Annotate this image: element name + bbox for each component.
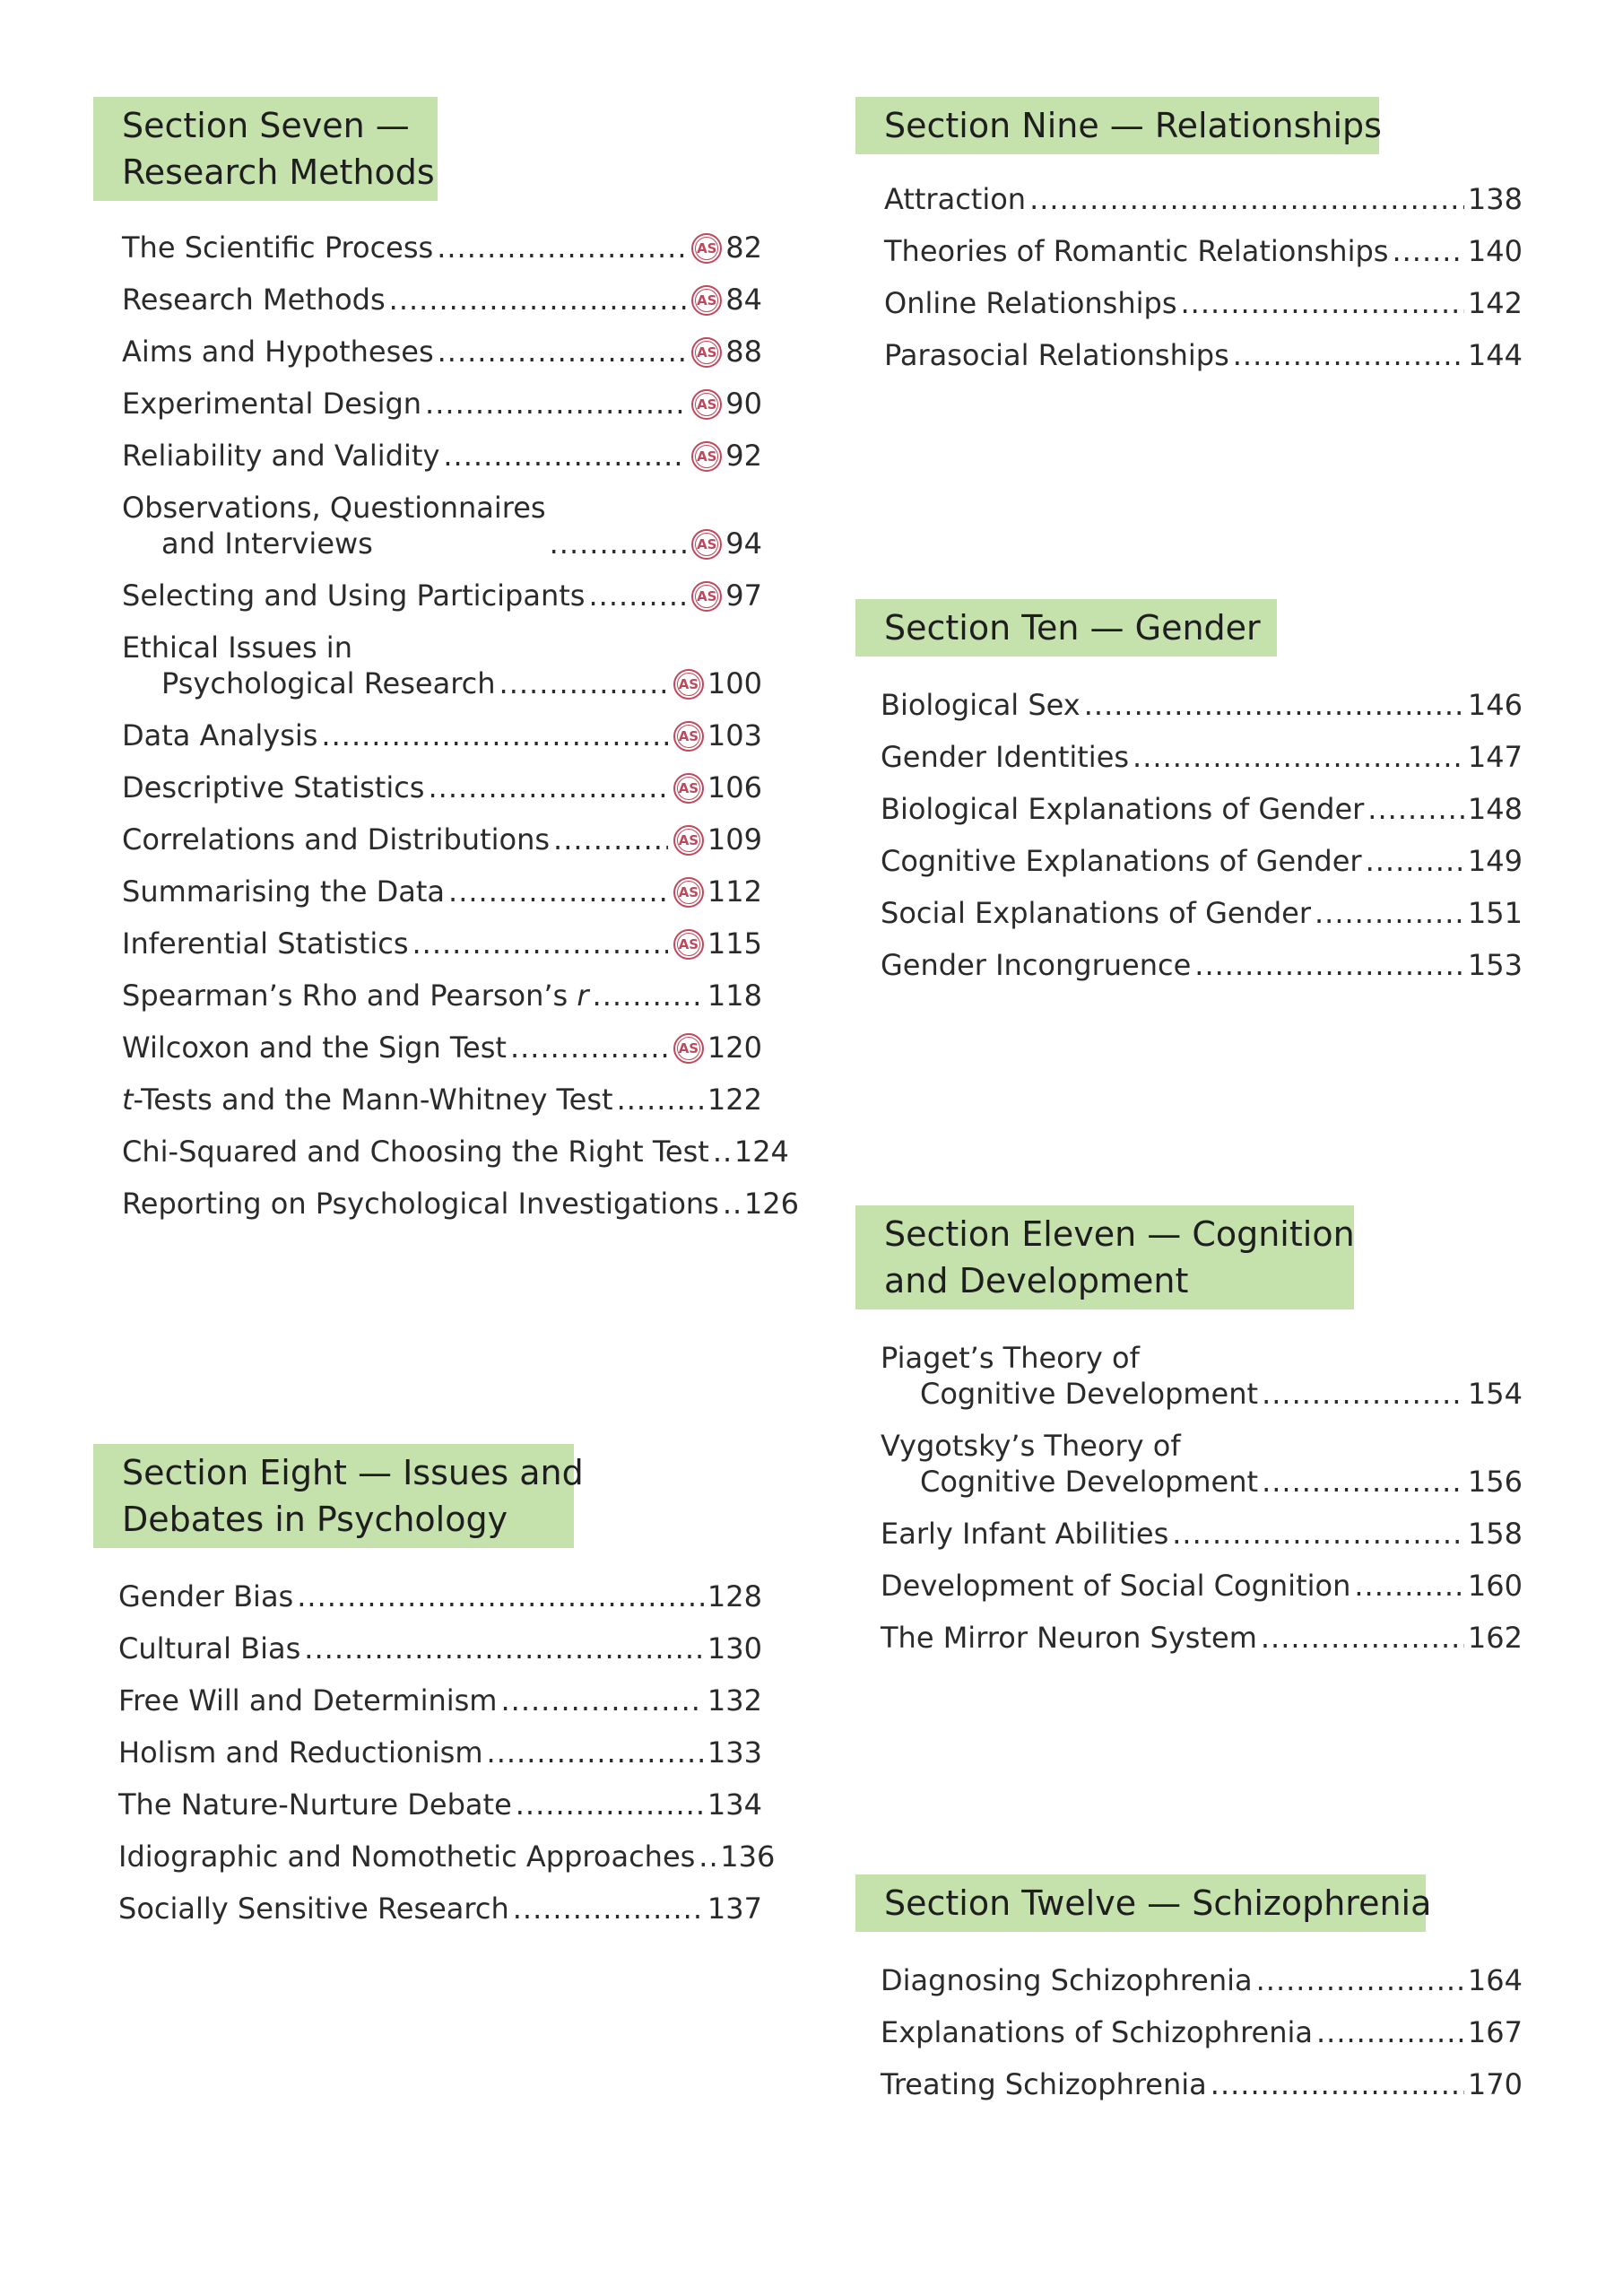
toc-entry-title: Free Will and Determinism <box>118 1683 498 1718</box>
toc-entry-title: Piaget’s Theory of <box>881 1341 1140 1375</box>
page-number: 147 <box>1467 740 1523 774</box>
toc-entry-title: Socially Sensitive Research <box>118 1892 509 1926</box>
page-number: 134 <box>707 1787 762 1822</box>
page-number: 133 <box>707 1735 762 1770</box>
toc-entry-label <box>881 1962 1253 1998</box>
section-seven-entries <box>93 230 799 1222</box>
dot-leader <box>1029 181 1464 217</box>
dot-leader <box>1261 1620 1464 1656</box>
toc-entry-label <box>884 285 1177 321</box>
toc-entry[interactable] <box>122 926 762 961</box>
toc-entry[interactable] <box>122 874 762 909</box>
toc-entry[interactable] <box>122 438 762 474</box>
dot-leader <box>1172 1516 1464 1552</box>
as-badge-icon: AS <box>691 389 722 420</box>
page-number: 136 <box>720 1839 776 1874</box>
toc-entry-label <box>122 282 386 317</box>
dot-leader <box>500 1683 703 1718</box>
dot-leader <box>304 1631 704 1666</box>
dot-leader <box>499 665 668 701</box>
page-number: 154 <box>1467 1377 1523 1411</box>
toc-entry-title: Observations, Questionnaires <box>122 491 546 525</box>
toc-entry[interactable] <box>122 1082 762 1118</box>
toc-entry-label <box>118 1839 695 1874</box>
toc-entry-label <box>884 181 1026 217</box>
toc-entry-title: Theories of Romantic Relationships <box>884 234 1389 268</box>
toc-entry-label <box>122 1030 507 1065</box>
dot-leader <box>412 926 667 961</box>
page-number: 160 <box>1467 1569 1523 1603</box>
dot-leader <box>588 578 686 613</box>
toc-entry-title: Descriptive Statistics <box>122 770 425 804</box>
section-seven-title: Section Seven — Research Methods <box>93 97 438 201</box>
toc-entry-title: Biological Sex <box>881 688 1081 722</box>
as-badge-icon: AS <box>673 877 704 908</box>
dot-leader <box>1233 337 1464 373</box>
toc-entry[interactable] <box>118 1683 762 1718</box>
toc-entry[interactable] <box>881 1340 1523 1412</box>
toc-entry-label <box>122 386 421 422</box>
toc-entry-label <box>122 770 424 805</box>
dot-leader <box>448 874 668 909</box>
toc-entry-title: Spearman’s Rho and Pearson’s <box>122 978 568 1013</box>
toc-entry[interactable] <box>881 1962 1523 1998</box>
toc-entry-title: Biological Explanations of Gender <box>881 792 1365 826</box>
as-badge-icon: AS <box>673 721 704 752</box>
toc-entry-title: Early Infant Abilities <box>881 1517 1169 1551</box>
toc-entry-title: Summarising the Data <box>122 874 446 909</box>
toc-entry[interactable] <box>118 1839 776 1874</box>
toc-entry[interactable] <box>884 337 1523 373</box>
toc-entry-title: Development of Social Cognition <box>881 1569 1351 1603</box>
dot-leader <box>443 438 686 474</box>
page-number: 137 <box>707 1892 762 1926</box>
toc-entry-label <box>881 687 1081 723</box>
as-badge-icon: AS <box>673 929 704 960</box>
dot-leader <box>438 334 687 370</box>
toc-entry-title: Wilcoxon and the Sign Test <box>122 1031 507 1065</box>
toc-entry[interactable] <box>122 770 762 805</box>
page-number: 164 <box>1467 1963 1523 1997</box>
toc-entry-title: Reliability and Validity <box>122 439 440 473</box>
toc-entry[interactable] <box>881 2066 1523 2102</box>
dot-leader <box>1366 843 1464 879</box>
toc-entry-label <box>122 718 317 753</box>
toc-entry-title: Cultural Bias <box>118 1631 301 1665</box>
dot-leader <box>1181 285 1464 321</box>
toc-entry-title-line2: Cognitive Development <box>920 1377 1259 1411</box>
toc-entry-title: Gender Identities <box>881 740 1130 774</box>
page-number: 130 <box>707 1631 762 1665</box>
page-number: 162 <box>1467 1621 1523 1655</box>
page-number: 100 <box>707 666 762 700</box>
toc-entry-label <box>122 230 433 265</box>
toc-entry-label <box>122 874 445 909</box>
page-number: 112 <box>707 874 762 909</box>
as-badge-icon: AS <box>691 581 722 612</box>
section-nine <box>855 97 1523 389</box>
toc-entry-title-line2: Psychological Research <box>161 666 496 700</box>
page-number: 149 <box>1467 844 1523 878</box>
page-number: 90 <box>725 387 762 421</box>
dot-leader <box>1084 687 1464 723</box>
page-number: 144 <box>1467 338 1523 372</box>
toc-entry-title: The Nature-Nurture Debate <box>118 1787 512 1822</box>
toc-entry-title: Treating Schizophrenia <box>881 2067 1207 2101</box>
page-number: 103 <box>707 718 762 752</box>
as-badge-icon: AS <box>673 669 704 700</box>
toc-entry-label <box>881 791 1364 827</box>
dot-leader <box>713 1134 731 1170</box>
page-number: 97 <box>725 578 762 613</box>
toc-entry-title-line2: and Interviews <box>161 526 373 561</box>
toc-entry-label <box>881 739 1129 775</box>
toc-entry[interactable] <box>884 285 1523 321</box>
toc-entry-label <box>881 1568 1350 1604</box>
page-number: 94 <box>725 526 762 561</box>
section-twelve-title: Section Twelve — Schizophrenia <box>855 1874 1426 1932</box>
toc-entry-label <box>881 947 1191 983</box>
section-twelve <box>855 1874 1523 2118</box>
toc-entry-title: Research Methods <box>122 283 386 317</box>
toc-entry-label <box>122 1082 613 1118</box>
toc-entry-title: Correlations and Distributions <box>122 822 551 857</box>
dot-leader <box>1133 739 1464 775</box>
toc-entry[interactable] <box>881 895 1523 931</box>
toc-entry-label <box>118 1787 512 1822</box>
section-twelve-entries <box>855 1962 1523 2102</box>
toc-entry-label <box>122 978 589 1013</box>
toc-entry-label <box>122 438 439 474</box>
toc-entry[interactable] <box>881 2014 1523 2050</box>
as-badge-icon: AS <box>673 825 704 856</box>
toc-entry-title: Idiographic and Nomothetic Approaches <box>118 1839 696 1874</box>
page-number: 167 <box>1467 2015 1523 2049</box>
toc-entry-label <box>881 1428 1258 1500</box>
toc-entry[interactable] <box>884 181 1523 217</box>
toc-entry[interactable] <box>118 1631 762 1666</box>
page-number: 88 <box>725 335 762 369</box>
page-number: 156 <box>1467 1465 1523 1499</box>
toc-entry-title: Selecting and Using Participants <box>122 578 586 613</box>
page-number: 142 <box>1467 286 1523 320</box>
page-number: 109 <box>707 822 762 857</box>
toc-entry-label <box>881 1516 1168 1552</box>
dot-leader <box>1392 233 1463 269</box>
toc-entry[interactable] <box>881 791 1523 827</box>
toc-entry-title: Cognitive Explanations of Gender <box>881 844 1362 878</box>
toc-entry[interactable] <box>122 230 762 265</box>
section-seven <box>93 97 799 1238</box>
dot-leader <box>1194 947 1464 983</box>
toc-entry[interactable] <box>122 1134 789 1170</box>
section-eight <box>93 1444 776 1943</box>
toc-entry-label <box>118 1631 300 1666</box>
page-number: 151 <box>1467 896 1523 930</box>
as-badge-icon: AS <box>691 285 722 316</box>
dot-leader <box>553 822 668 857</box>
toc-entry-label <box>881 2066 1207 2102</box>
toc-entry-label <box>118 1891 509 1926</box>
dot-leader <box>1315 895 1464 931</box>
toc-entry[interactable] <box>881 1516 1523 1552</box>
toc-entry-label <box>122 822 550 857</box>
dot-leader <box>550 526 687 561</box>
toc-entry[interactable] <box>122 718 762 753</box>
as-badge-icon: AS <box>691 337 722 368</box>
dot-leader <box>1367 791 1464 827</box>
page-number: 132 <box>707 1683 762 1718</box>
toc-entry-title: -Tests and the Mann-Whitney Test <box>133 1083 613 1117</box>
dot-leader <box>1262 1376 1464 1412</box>
toc-entry[interactable] <box>881 947 1523 983</box>
section-ten-entries <box>855 687 1523 983</box>
dot-leader <box>425 386 686 422</box>
page-number: 92 <box>725 439 762 473</box>
page-number: 122 <box>707 1083 762 1117</box>
page-number: 146 <box>1467 688 1523 722</box>
toc-entry[interactable] <box>122 630 762 701</box>
section-ten <box>855 599 1523 999</box>
toc-entry[interactable] <box>881 843 1523 879</box>
page-number: 170 <box>1467 2067 1523 2101</box>
toc-entry-title: Experimental Design <box>122 387 422 421</box>
toc-entry-title: Gender Bias <box>118 1579 294 1613</box>
section-eight-entries <box>93 1578 776 1926</box>
toc-entry-label <box>881 1620 1257 1656</box>
toc-entry-title: Attraction <box>884 182 1027 216</box>
dot-leader <box>437 230 686 265</box>
page-number: 140 <box>1467 234 1523 268</box>
dot-leader <box>1354 1568 1464 1604</box>
toc-entry[interactable] <box>122 578 762 613</box>
toc-entry[interactable] <box>122 386 762 422</box>
toc-entry[interactable] <box>122 282 762 317</box>
section-eleven-title: Section Eleven — Cognition and Development <box>855 1205 1354 1309</box>
page-number: 115 <box>707 926 762 961</box>
toc-entry[interactable] <box>881 739 1523 775</box>
section-ten-title: Section Ten — Gender <box>855 599 1277 657</box>
toc-entry-title-line2: Cognitive Development <box>920 1465 1259 1499</box>
section-eleven <box>855 1205 1523 1672</box>
toc-entry[interactable] <box>118 1787 762 1822</box>
toc-entry-title: Chi-Squared and Choosing the Right Test <box>122 1135 709 1169</box>
toc-entry-label <box>881 895 1311 931</box>
toc-entry[interactable] <box>122 490 762 561</box>
section-nine-title: Section Nine — Relationships <box>855 97 1379 154</box>
page-number: 120 <box>707 1031 762 1065</box>
toc-entry-title: Diagnosing Schizophrenia <box>881 1963 1253 1997</box>
toc-entry-label <box>884 337 1229 373</box>
toc-entry-title: Inferential Statistics <box>122 926 409 961</box>
page-number: 158 <box>1467 1517 1523 1551</box>
toc-entry-label <box>881 843 1362 879</box>
page-number: 106 <box>707 770 762 804</box>
toc-entry-label <box>881 2014 1313 2050</box>
toc-entry-label <box>122 1134 709 1170</box>
toc-entry[interactable] <box>881 687 1523 723</box>
dot-leader <box>510 1030 668 1065</box>
toc-entry[interactable] <box>118 1578 762 1614</box>
toc-entry-title: Ethical Issues in <box>122 631 352 665</box>
toc-entry-label <box>122 490 546 561</box>
toc-entry[interactable] <box>881 1620 1523 1656</box>
as-badge-icon: AS <box>673 773 704 804</box>
toc-entry-title: Holism and Reductionism <box>118 1735 483 1770</box>
toc-entry-label <box>122 926 408 961</box>
dot-leader <box>699 1839 716 1874</box>
toc-entry-label <box>118 1735 483 1770</box>
dot-leader <box>1256 1962 1464 1998</box>
toc-entry[interactable] <box>122 334 762 370</box>
dot-leader <box>297 1578 704 1614</box>
dot-leader <box>389 282 687 317</box>
page-number: 128 <box>707 1579 762 1613</box>
page-number: 126 <box>743 1187 799 1221</box>
dot-leader <box>617 1082 704 1118</box>
toc-entry-label <box>884 233 1388 269</box>
toc-entry-title: Parasocial Relationships <box>884 338 1229 372</box>
as-badge-icon: AS <box>691 529 722 560</box>
toc-entry-title: Aims and Hypotheses <box>122 335 434 369</box>
toc-entry-label <box>122 630 496 701</box>
toc-entry-title: Vygotsky’s Theory of <box>881 1429 1181 1463</box>
section-eight-title: Section Eight — Issues and Debates in Psychology <box>93 1444 574 1548</box>
toc-entry-title: The Mirror Neuron System <box>881 1621 1257 1655</box>
toc-entry-italic-suffix: r <box>577 978 589 1013</box>
page-number: 118 <box>707 978 762 1013</box>
toc-entry[interactable] <box>122 1030 762 1065</box>
as-badge-icon: AS <box>691 233 722 264</box>
dot-leader <box>723 1186 741 1222</box>
toc-entry-title: Online Relationships <box>884 286 1177 320</box>
dot-leader <box>516 1787 704 1822</box>
toc-entry-label <box>122 578 585 613</box>
toc-entry-label <box>118 1683 497 1718</box>
toc-entry[interactable] <box>118 1891 762 1926</box>
page-number: 138 <box>1467 182 1523 216</box>
toc-entry[interactable] <box>881 1568 1523 1604</box>
toc-entry-italic-prefix: t <box>122 1083 134 1117</box>
as-badge-icon: AS <box>691 441 722 472</box>
as-badge-icon: AS <box>673 1033 704 1064</box>
page-number: 82 <box>725 230 762 265</box>
dot-leader <box>1262 1464 1464 1500</box>
toc-entry[interactable] <box>122 822 762 857</box>
toc-entry-title: The Scientific Process <box>122 230 434 265</box>
toc-entry[interactable] <box>122 1186 799 1222</box>
toc-entry-label <box>881 1340 1258 1412</box>
toc-entry[interactable] <box>881 1428 1523 1500</box>
dot-leader <box>593 978 704 1013</box>
toc-entry-title: Reporting on Psychological Investigations <box>122 1187 719 1221</box>
dot-leader <box>513 1891 704 1926</box>
page-number: 153 <box>1467 948 1523 982</box>
dot-leader <box>487 1735 704 1770</box>
toc-entry[interactable] <box>122 978 762 1013</box>
toc-entry-label <box>118 1578 293 1614</box>
page-number: 148 <box>1467 792 1523 826</box>
toc-entry-title: Explanations of Schizophrenia <box>881 2015 1313 2049</box>
dot-leader <box>321 718 668 753</box>
toc-entry-title: Gender Incongruence <box>881 948 1192 982</box>
toc-entry-label <box>122 1186 719 1222</box>
toc-entry-title: Social Explanations of Gender <box>881 896 1311 930</box>
dot-leader <box>428 770 667 805</box>
toc-entry[interactable] <box>118 1735 762 1770</box>
page-number: 124 <box>733 1135 789 1169</box>
dot-leader <box>1316 2014 1464 2050</box>
section-eleven-entries <box>855 1340 1523 1656</box>
toc-entry[interactable] <box>884 233 1523 269</box>
section-nine-entries <box>855 181 1523 373</box>
toc-entry-title: Data Analysis <box>122 718 318 752</box>
page-number: 84 <box>725 283 762 317</box>
dot-leader <box>1211 2066 1464 2102</box>
toc-entry-label <box>122 334 434 370</box>
